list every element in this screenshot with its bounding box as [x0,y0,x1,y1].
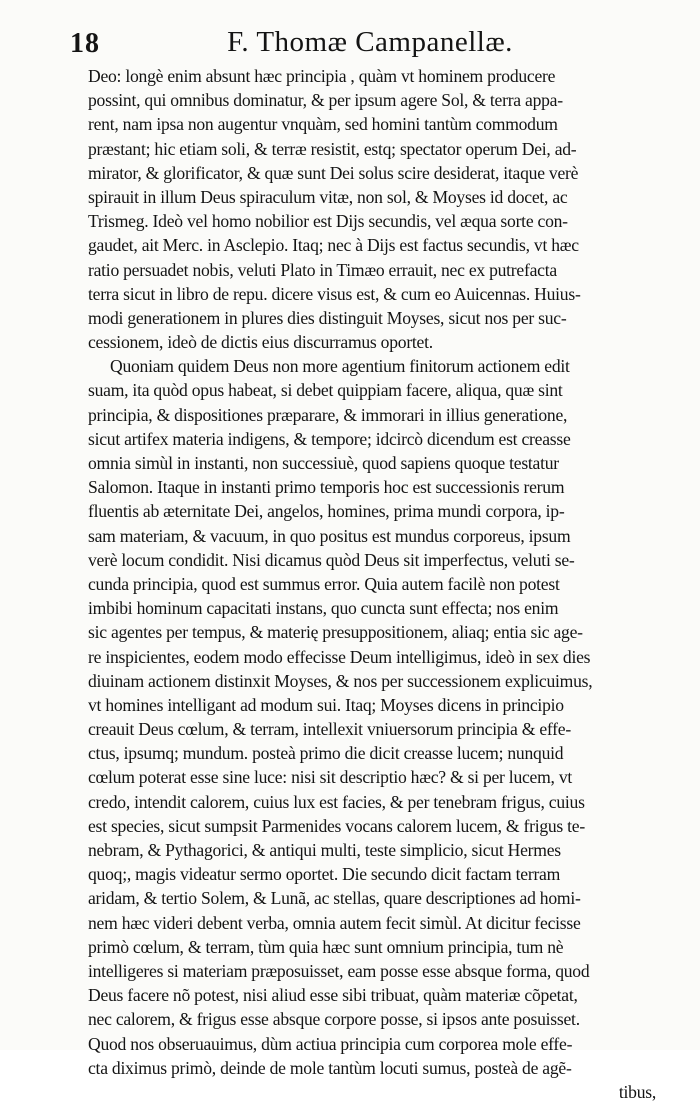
text-line: nec calorem, & frigus esse absque corpore posse, si ipsos ante posuisset. [88,1009,580,1030]
text-line: ratio persuadet nobis, veluti Plato in Timæo errauit, nec ex putrefacta [88,259,557,280]
text-line: vt homines intelligant ad modum sui. Itaq; Moyses dicens in principio [88,694,564,715]
running-head [70,22,670,62]
text-line: Quod nos obseruauimus, dùm actiua principia cum corporea mole effe- [88,1033,573,1054]
text-line: est species, sicut sumpsit Parmenides vocans calorem lucem, & frigus te- [88,815,585,836]
text-line: rent, nam ipsa non augentur vnquàm, sed homini tantùm commodum [88,114,558,135]
page-number: 18 [70,28,100,59]
running-title: F. Thomæ Campanellæ. [227,26,513,58]
text-line: omnia simùl in instanti, non successiuè, quod sapiens quoque testatur [88,453,559,473]
text-line: sam materiam, & vacuum, in quo positus est mundus corporeus, ipsum [88,525,571,546]
text-line: intelligeres si materiam præposuisset, eam posse esse absque forma, quod [88,960,590,981]
text-line: re inspicientes, eodem modo effecisse Deum intelligimus, ideò in sex dies [88,646,591,667]
text-line: Deo: longè enim absunt hæc principia , quàm vt hominem producere [88,66,556,86]
paragraph-start-line: Quoniam quidem Deus non more agentium finitorum actionem edit [110,356,570,377]
text-line: creauit Deus cœlum, & terram, intellexit vniuersorum principia & effe- [88,719,571,740]
text-line: cœlum poterat esse sine luce: nisi sit descriptio hæc? & si per lucem, vt [88,767,573,788]
text-line: Deus facere nõ potest, nisi aliud esse sibi tribuat, quàm materiæ cõpetat, [88,985,578,1006]
text-line: quoq;, magis videatur sermo oportet. Die secundo dicit factam terram [88,864,561,885]
text-line: Trismeg. Ideò vel homo nobilior est Dijs secundis, vel æqua sorte con- [88,211,568,232]
text-line: præstant; hic etiam soli, & terræ resistit, estq; spectator operum Dei, ad- [88,138,577,159]
text-line: verè locum condidit. Nisi dicamus quòd Deus sit imperfectus, veluti se- [88,549,575,570]
text-line: sicut artifex materia indigens, & tempore; idcircò dicendum est creasse [88,428,571,449]
text-line: imbibi hominum capacitati instans, quo cuncta sunt effecta; nos enim [88,598,559,619]
text-line: principia, & dispositiones præparare, & immorari in illius generatione, [88,404,568,425]
catchword: tibus, [618,1081,656,1102]
text-line: mirator, & glorificator, & quæ sunt Dei solus scire desiderat, itaque verè [88,162,579,183]
body-text [88,64,656,1104]
text-line: nebram, & Pythagorici, & antiqui multi, teste simplicio, sicut Hermes [88,840,561,860]
text-line: nem hæc videri debent verba, omnia autem fecit simùl. At dicitur fecisse [88,912,581,933]
text-line: aridam, & tertio Solem, & Lunã, ac stellas, quare descriptiones ad homi- [88,888,581,909]
text-line: possint, qui omnibus dominatur, & per ipsum agere Sol, & terra appa- [88,90,563,111]
text-line: fluentis ab æternitate Dei, angelos, homines, prima mundi corpora, ip- [88,501,565,522]
text-line: primò cœlum, & terram, tùm quia hæc sunt omnium principia, tum nè [88,936,564,957]
text-line: diuinam actionem distinxit Moyses, & nos per successionem explicuimus, [88,670,593,691]
text-line: credo, intendit calorem, cuius lux est facies, & per tenebram frigus, cuius [88,791,585,812]
text-line: Salomon. Itaque in instanti primo temporis hoc est successionis rerum [88,477,565,498]
text-line: modi generationem in plures dies distinguit Moyses, sicut nos per suc- [88,307,567,328]
text-line: cta diximus primò, deinde de mole tantùm locuti sumus, posteà de agẽ- [88,1057,572,1078]
text-line: sic agentes per tempus, & materię presuppositionem, aliaq; entia sic age- [88,622,583,643]
text-line: gaudet, ait Merc. in Asclepio. Itaq; nec à Dijs est factus secundis, vt hæc [88,235,579,256]
text-line: cunda principia, quod est summus error. Quia autem facilè non potest [88,573,560,594]
text-line: suam, ita quòd opus habeat, si debet quippiam facere, aliqua, quæ sint [88,380,563,401]
text-line: spirauit in illum Deus spiraculum vitæ, non sol, & Moyses id docet, ac [88,186,568,207]
text-line: cessionem, ideò de dictis eius discurramus oportet. [88,332,433,353]
text-line: terra sicut in libro de repu. dicere visus est, & cum eo Auicennas. Huius- [88,283,581,304]
text-line: ctus, ipsumq; mundum. posteà primo die dicit creasse lucem; nunquid [88,743,564,764]
